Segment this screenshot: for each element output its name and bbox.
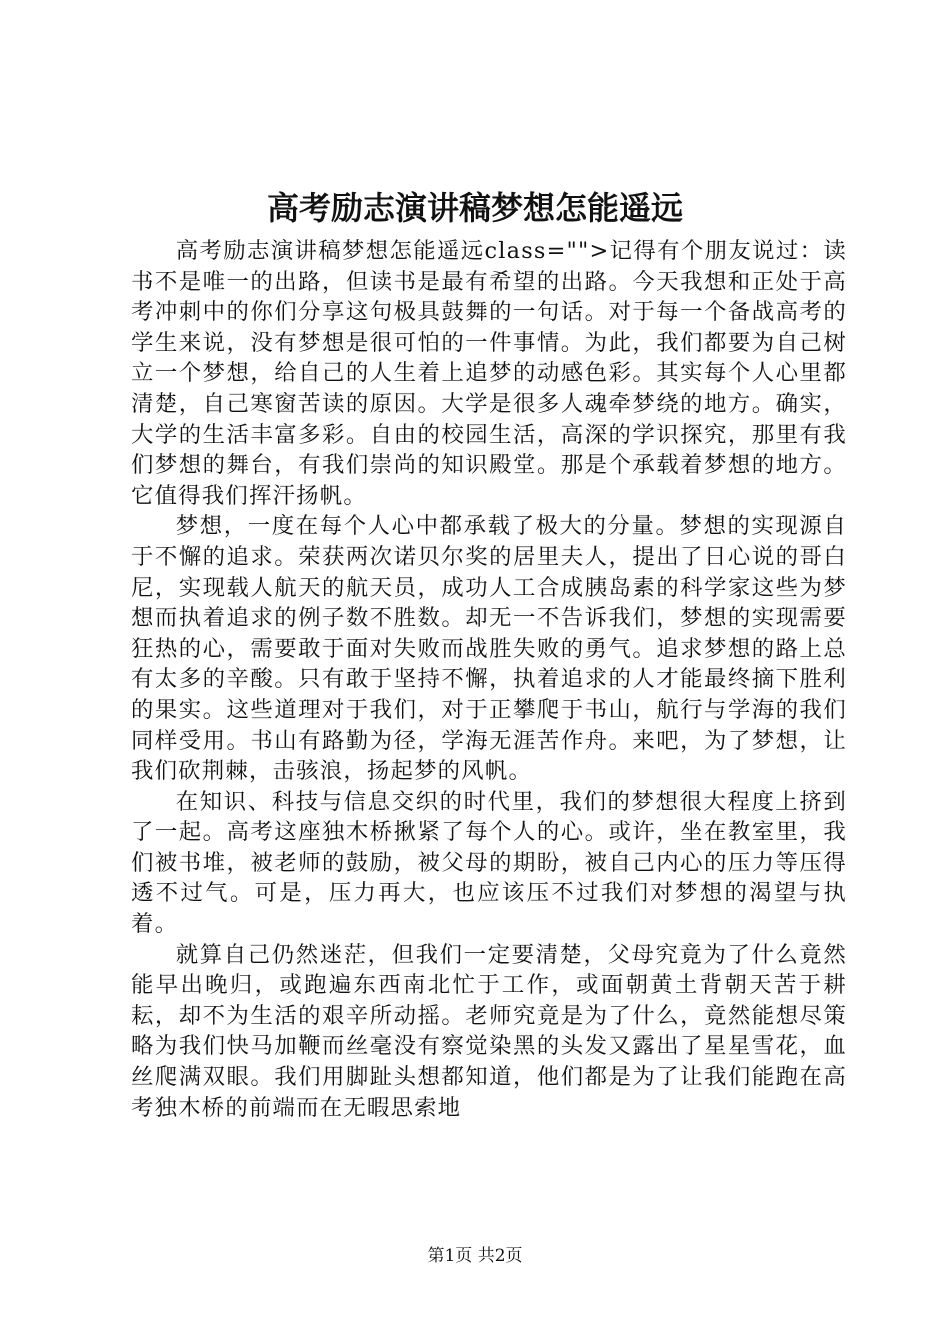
paragraph: 在知识、科技与信息交织的时代里，我们的梦想很大程度上挤到了一起。高考这座独木桥揪紧了每个人的心。或许，坐在教室里，我们被书堆，被老师的鼓励，被父母的期盼，被自己内心的压力等压得透不过气。可是，压力再大，也应该压不过我们对梦想的渴望与执着。 xyxy=(131,788,847,938)
paragraph: 梦想，一度在每个人心中都承载了极大的分量。梦想的实现源自于不懈的追求。荣获两次诺贝尔奖的居里夫人，提出了日心说的哥白尼，实现载人航天的航天员，成功人工合成胰岛素的科学家这些为梦想而执着追求的例子数不胜数。却无一不告诉我们，梦想的实现需要狂热的心，需要敢于面对失败而战胜失败的勇气。追求梦想的路上总有太多的辛酸。只有敢于坚持不懈，执着追求的人才能最终摘下胜利的果实。这些道理对于我们，对于正攀爬于书山，航行与学海的我们同样受用。书山有路勤为径，学海无涯苦作舟。来吧，为了梦想，让我们砍荆棘，击骇浪，扬起梦的风帆。 xyxy=(131,513,847,785)
document-body xyxy=(131,236,847,1123)
paragraph: 就算自己仍然迷茫，但我们一定要清楚，父母究竟为了什么竟然能早出晚归，或跑遍东西南北忙于工作，或面朝黄土背朝天苦于耕耘，却不为生活的艰辛所动摇。老师究竟是为了什么，竟然能想尽策略为我们快马加鞭而丝毫没有察觉染黑的头发又露出了星星雪花，血丝爬满双眼。我们用脚趾头想都知道，他们都是为了让我们能跑在高考独木桥的前端而在无暇思索地 xyxy=(131,941,847,1121)
document-title: 高考励志演讲稿梦想怎能遥远 xyxy=(266,189,683,227)
paragraph: 高考励志演讲稿梦想怎能遥远class="">记得有个朋友说过：读书不是唯一的出路，但读书是最有希望的出路。今天我想和正处于高考冲刺中的你们分享这句极具鼓舞的一句话。对于每一个备战高考的学生来说，没有梦想是很可怕的一件事情。为此，我们都要为自己树立一个梦想，给自己的人生着上追梦的动感色彩。其实每个人心里都清楚，自己寒窗苦读的原因。大学是很多人魂牵梦绕的地方。确实，大学的生活丰富多彩。自由的校园生活，高深的学识探究，那里有我们梦想的舞台，有我们崇尚的知识殿堂。那是个承载着梦想的地方。它值得我们挥汗扬帆。 xyxy=(131,238,847,509)
page-footer: 第1页 共2页 xyxy=(427,1246,523,1266)
